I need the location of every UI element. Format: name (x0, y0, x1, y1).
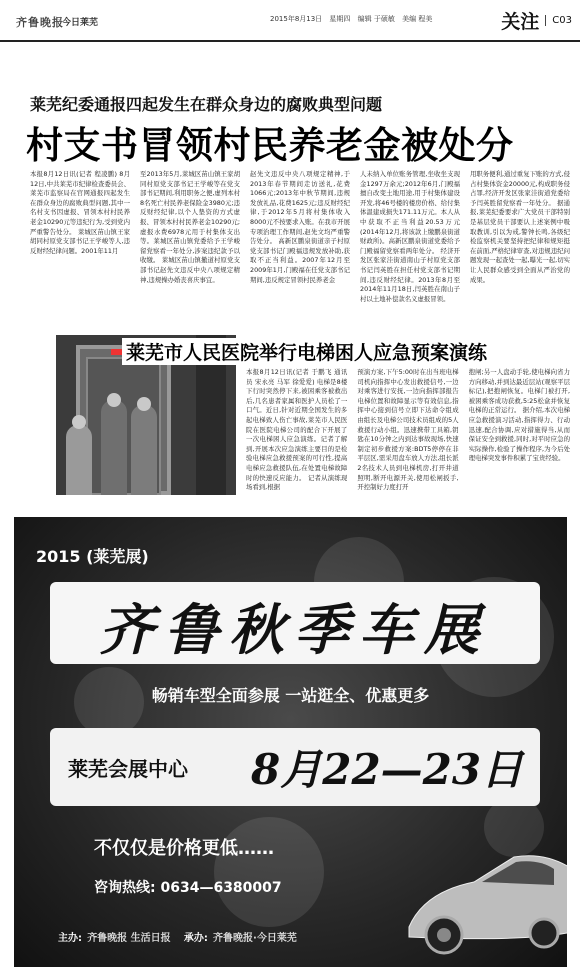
page-section-word: 关注 (501, 10, 540, 33)
page-tag (501, 8, 572, 32)
article1-column: 人未纳入单位账务管理,坐收坐支现金1297万余元;2012年6月,门殿福擅自改变土地用途,用于村集体建设开发,将46号楼的楼房价格、给付集体温建成损失171.11万元。本人从中获取不正当利益20.53万元(2014年12月,将该款上缴鹏泉街道财政所)。高新区鹏泉街道党委给予门殿福留党察看两年处分。 经济开发区张家洼街道南山子村原党支部书记闫英胜在担任村党支部书记期间,违反财经纪律。2013年8月至2014年11月18日,闫英胜在南山子村以土地补偿款名义虚报冒领。 (360, 170, 460, 303)
ad-hotline (94, 877, 282, 897)
ad-hotline-label: 咨询热线: (94, 880, 156, 896)
co-organizer-label: 承办: (183, 933, 208, 944)
designer-credit: 美编 程美 (402, 15, 433, 23)
article1-column: 本报8月12日讯(记者 程凌鹏) 8月12日,中共莱芜市纪律检查委员会、莱芜市监察局在官网通报四起发生在群众身边的腐败典型问题,其中一名村支书因虚报、冒领本村村民养老金10290元等违纪行为,受到党内严重警告处分。 莱城区苗山镇王家胡同村原党支部书记王学峻等人,违反财经纪律问题。2001年11月 (30, 170, 130, 255)
ad-price-tagline: 不仅仅是价格更低…… (94, 838, 274, 859)
auto-show-advertisement (14, 517, 567, 967)
issue-weekday: 星期四 (329, 15, 351, 23)
issue-date: 2015年8月13日 (270, 15, 323, 23)
article2-body (246, 368, 570, 498)
ad-title: 齐鲁秋季车展 (98, 597, 489, 662)
article2-column: 预演方案,下午5:00时在出当班电梯司机向指挥中心发出救援信号,一边对乘客进行安抚,一边向指挥部报告电梯位置和故障显示等有效信息,指挥中心接到信号立即下达命令组成由组长及电梯公司技术员组成的5人救援行动小组。迅速携带工具箱,钥匙在10分钟之内到达事故现场,快速制定初步救援方案:BDT5停停在非平层区,需采用盘车放人方法,组长派2名技术人员到电梯机房,打开井道照明,断开电源开关,使用松闸扳手,开控制好力度打开 (357, 368, 459, 492)
article2-column: 抱闸;另一人盘动手轮,使电梯向省力方向移动,并到达最近层站(观察平层标记),把抱闸恢复。电梯门被打开,被困乘客成功获救,5:25松盒并恢复电梯的正常运行。 据介绍,本次电梯应急救援演习活动,指挥得力、行动迅速,配合协调,应对措施得当,从而保证安全到救援,同时,对平时应急的实际操作,检验了操作程序,为今后处理电梯突发事件积累了宝贵经验。 (468, 368, 570, 463)
page-header (0, 0, 580, 42)
ad-slogan: 畅销车型全面参展 一站逛全、优惠更多 (151, 686, 430, 705)
ad-venue: 莱芜会展中心 (68, 757, 188, 781)
article2-column: 本报8月12日讯(记者 于鹏飞 通讯员 宋永亮 马军 徐爱爱) 电梯是8楼下行时突然停下来,被困乘客被救出后,几名患者家属和医护人员松了一口气。近日,针对近期全国发生的多起电梯致人伤亡事故,莱芜市人民医院在医院电梯公司的配合下开展了一次电梯困人应急演练。记者了解到,开展本次应急演练主要目的是检验电梯应急救援预案的可行性,提高电梯应急救援队伍,在处置电梯故障时的快速反应能力。 记者从演练现场看到,根据 (246, 368, 348, 492)
page-number: C03 (545, 15, 572, 26)
article1-headline: 村支书冒领村民养老金被处分 (26, 124, 514, 167)
organizer: 齐鲁晚报 生活日报 (87, 933, 171, 944)
organizer-label: 主办: (58, 933, 82, 944)
ad-sponsors (58, 929, 307, 944)
section-name: 今日莱芜 (62, 18, 99, 28)
ad-year-tag: 2015 (莱芜展) (36, 547, 149, 566)
car-image (404, 837, 567, 957)
co-organizer: 齐鲁晚报·今日莱芜 (213, 933, 297, 944)
article2-headline: 莱芜市人民医院举行电梯困人应急预案演练 (122, 338, 491, 365)
article1-column: 用职务便利,通过重复下账的方式,侵占村集体资金20000元,构成职务侵占罪,经济开发区张家洼街道党委给予闫英胜留党察看一年处分。 据通报,莱芜纪委要求广大党员干部特别是基层党员干部要认上述案例中吸取教训,引以为戒,警钟长鸣,各级纪检监察机关要坚持把纪律和规矩挺在前面,严格纪律审查,对违规违纪问题发现一起查处一起,曝光一起,切实让人民群众感受到全面从严治党的成果。 (470, 170, 570, 284)
article1-column: 赵先文违反中央八项规定精神,于2013年春节期间走访送礼,花费1066元;2013年中秋节期间,违规发放礼品,花费1625元;违反财经纪律,于2012年5月将村集体收入8000元不按要求入账。在我市开展专项治理工作期间,赵先文均严重警告处分。 高新区鹏泉街道亲子村原党支部书记门殿福违规发放补助,获取不正当利益。2007年12月至2009年1月,门殿福在任党支部书记期间,违反规定冒领村民养老金 (250, 170, 350, 284)
ad-dates: 8月22—23日 (251, 745, 524, 794)
newspaper-logo: 齐鲁晚报 (16, 16, 64, 29)
issue-meta (270, 14, 437, 24)
article1-column: 至2013年5月,莱城区苗山镇王家胡同村原党支部书记王学峻等在党支部书记期间,利用职务之便,虚列本村8名死亡村民养老保险金3980元;违反财经纪律,以个人垫资的方式虚报、冒领本村村民养老金10290元;虚报水费6978元用于村集体支出等。莱城区苗山镇党委给予王学峻留党察看一年处分,涉案违纪款予以收缴。 莱城区苗山镇撤道村原党支部书记赵先文违反中央八项规定精神,违规操办婚丧喜庆事宜。 (140, 170, 240, 284)
editor-credit: 编辑 于硕敏 (357, 15, 395, 23)
article1-body (30, 170, 570, 310)
article1-kicker: 莱芜纪委通报四起发生在群众身边的腐败典型问题 (30, 95, 383, 114)
ad-hotline-number: 0634—6380007 (160, 880, 282, 896)
